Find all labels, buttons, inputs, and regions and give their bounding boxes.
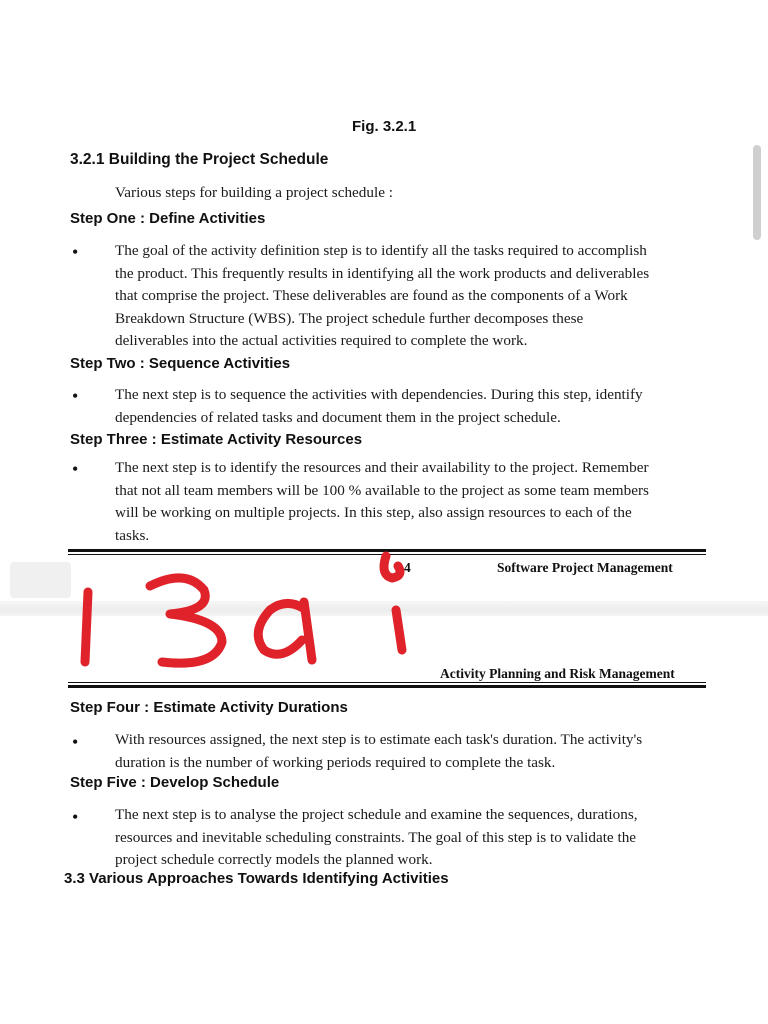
footer-title: Software Project Management bbox=[497, 560, 673, 575]
text-line: The next step is to identify the resources and their availability to the project. Remember bbox=[115, 459, 649, 476]
text-line: resources and inevitable scheduling constraints. The goal of this step is to validate the bbox=[115, 828, 637, 846]
text-line: With resources assigned, the next step is to estimate each task's duration. The activity's bbox=[115, 731, 643, 748]
bullet-icon: • bbox=[72, 386, 79, 406]
bullet-icon: • bbox=[72, 807, 79, 827]
intro-text: Various steps for building a project schedule : bbox=[115, 184, 393, 201]
step-five-heading: Step Five : Develop Schedule bbox=[70, 774, 280, 791]
text-line: the product. This frequently results in identifying all the work products and deliverables bbox=[115, 264, 650, 282]
text-line: deliverables into the actual activities required to complete the work. bbox=[115, 332, 528, 350]
text-line: The next step is to analyse the project schedule and examine the sequences, durations, bbox=[115, 806, 638, 823]
next-section-heading-cut: 3.3 Various Approaches Towards Identifying Activities bbox=[64, 870, 449, 887]
text-line: project schedule correctly models the planned work. bbox=[115, 851, 433, 869]
text-line: The next step is to sequence the activities with dependencies. During this step, identify bbox=[115, 386, 643, 403]
handwritten-stroke bbox=[150, 578, 222, 663]
figure-caption-cut: Fig. 3.2.1 bbox=[352, 118, 417, 135]
handwritten-stroke bbox=[258, 602, 312, 660]
page-number-fragment: 4 bbox=[404, 560, 411, 575]
section-title: 3.2.1 Building the Project Schedule bbox=[70, 151, 329, 168]
handwritten-stroke bbox=[384, 556, 400, 578]
text-line: that comprise the project. These deliverables are found as the components of a Work bbox=[115, 287, 628, 305]
text-line: Breakdown Structure (WBS). The project schedule further decomposes these bbox=[115, 309, 584, 327]
text-line: dependencies of related tasks and document them in the project schedule. bbox=[115, 408, 561, 426]
text-line: will be working on multiple projects. In this step, also assign resources to each of the bbox=[115, 504, 632, 522]
text-line: that not all team members will be 100 % available to the project as some team members bbox=[115, 481, 649, 499]
page-header-title: Activity Planning and Risk Management bbox=[440, 666, 675, 681]
handwritten-stroke bbox=[396, 610, 402, 650]
step-one-heading: Step One : Define Activities bbox=[70, 210, 266, 227]
text-line: duration is the number of working periods required to complete the task. bbox=[115, 753, 556, 771]
handwritten-stroke bbox=[85, 592, 88, 662]
bullet-icon: • bbox=[72, 242, 79, 262]
step-three-heading: Step Three : Estimate Activity Resources bbox=[70, 431, 363, 448]
bullet-icon: • bbox=[72, 732, 79, 752]
text-line: The goal of the activity definition step is to identify all the tasks required to accomplish bbox=[115, 242, 647, 259]
step-four-heading: Step Four : Estimate Activity Durations bbox=[70, 699, 348, 716]
bullet-icon: • bbox=[72, 459, 79, 479]
text-line: tasks. bbox=[115, 526, 150, 544]
step-two-heading: Step Two : Sequence Activities bbox=[70, 355, 291, 372]
